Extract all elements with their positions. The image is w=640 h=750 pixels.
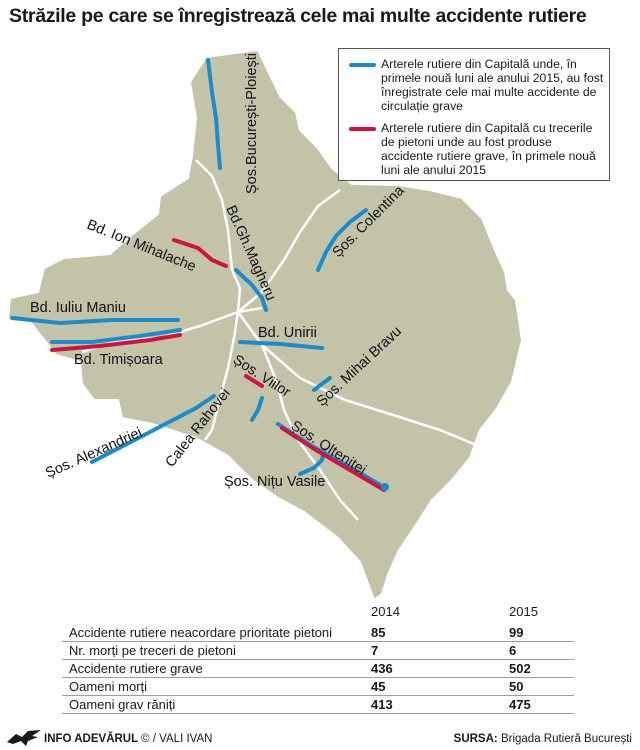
legend-swatch-blue [349, 63, 376, 67]
label-magheru: Bd.Gh.Magheru [222, 203, 279, 304]
label-rahovei: Calea Rahovei [162, 385, 234, 471]
legend-item-red [349, 121, 607, 177]
table-row [62, 660, 574, 678]
label-iuliu-maniu: Bd. Iuliu Maniu [30, 300, 126, 316]
row-label: Accidente rutiere grave [69, 661, 203, 676]
table-row [62, 678, 574, 696]
oltenitei-end-marker [381, 483, 389, 491]
legend-swatch-red [349, 127, 376, 131]
legend-item-blue [349, 57, 607, 113]
year-header-2014: 2014 [371, 604, 400, 619]
label-ion-mihalache: Bd. Ion Mihalache [84, 216, 199, 276]
eagle-logo-icon [6, 728, 42, 748]
value-2015: 6 [509, 643, 517, 658]
label-bucuresti-ploiesti: Șos.București-Ploiești [244, 52, 260, 194]
row-label: Oameni morți [69, 679, 148, 694]
legend-text-red: Arterele rutiere din Capitală cu trecerile de pietoni unde au fost produse accidente rutiere grave, în primele nouă luni ale anului 2015 [381, 121, 596, 177]
copyright: © / VALI IVAN [141, 733, 213, 745]
legend-text-blue: Arterele rutiere din Capitală unde, în primele nouă luni ale anului 2015, au fost înregistrate cele mai multe accidente de circulație grave [381, 57, 604, 113]
year-header-2015: 2015 [509, 604, 538, 619]
brand-name: INFO ADEVĂRUL [44, 733, 138, 745]
value-2014: 45 [371, 679, 386, 694]
label-nitu-vasile: Șos. Nițu Vasile [224, 474, 326, 490]
value-2015: 50 [509, 679, 524, 694]
table-row [62, 624, 574, 642]
value-2014: 7 [371, 643, 379, 658]
value-2015: 475 [509, 697, 531, 712]
table-row [62, 642, 574, 660]
value-2014: 85 [371, 625, 386, 640]
source-text: Brigada Rutieră București [500, 733, 632, 745]
value-2015: 99 [509, 625, 524, 640]
value-2014: 436 [371, 661, 393, 676]
label-timisoara: Bd. Timișoara [74, 352, 163, 368]
value-2014: 413 [371, 697, 393, 712]
row-label: Oameni grav răniți [69, 697, 176, 712]
label-oltenitei: Șos. Oltenitei [287, 417, 369, 479]
footer [0, 720, 640, 750]
label-alexandriei: Șos. Alexandriei [43, 424, 145, 482]
map-legend [338, 48, 610, 181]
page-title: Străzile pe care se înregistrează cele mai multe accidente rutiere [9, 5, 587, 27]
table-row [62, 696, 574, 714]
credit [44, 733, 212, 745]
source [454, 733, 632, 745]
label-unirii: Bd. Unirii [258, 325, 317, 341]
row-label: Nr. morți pe treceri de pietoni [69, 643, 236, 658]
value-2015: 502 [509, 661, 531, 676]
label-mihai-bravu: Șos. Mihai Bravu [313, 323, 405, 410]
source-label: SURSA: [453, 733, 498, 745]
label-vitor: Șos. Viilor [229, 351, 294, 401]
row-label: Accidente rutiere neacordare prioritate pietoni [69, 625, 333, 640]
label-colentina: Șos. Colentina [329, 182, 408, 261]
